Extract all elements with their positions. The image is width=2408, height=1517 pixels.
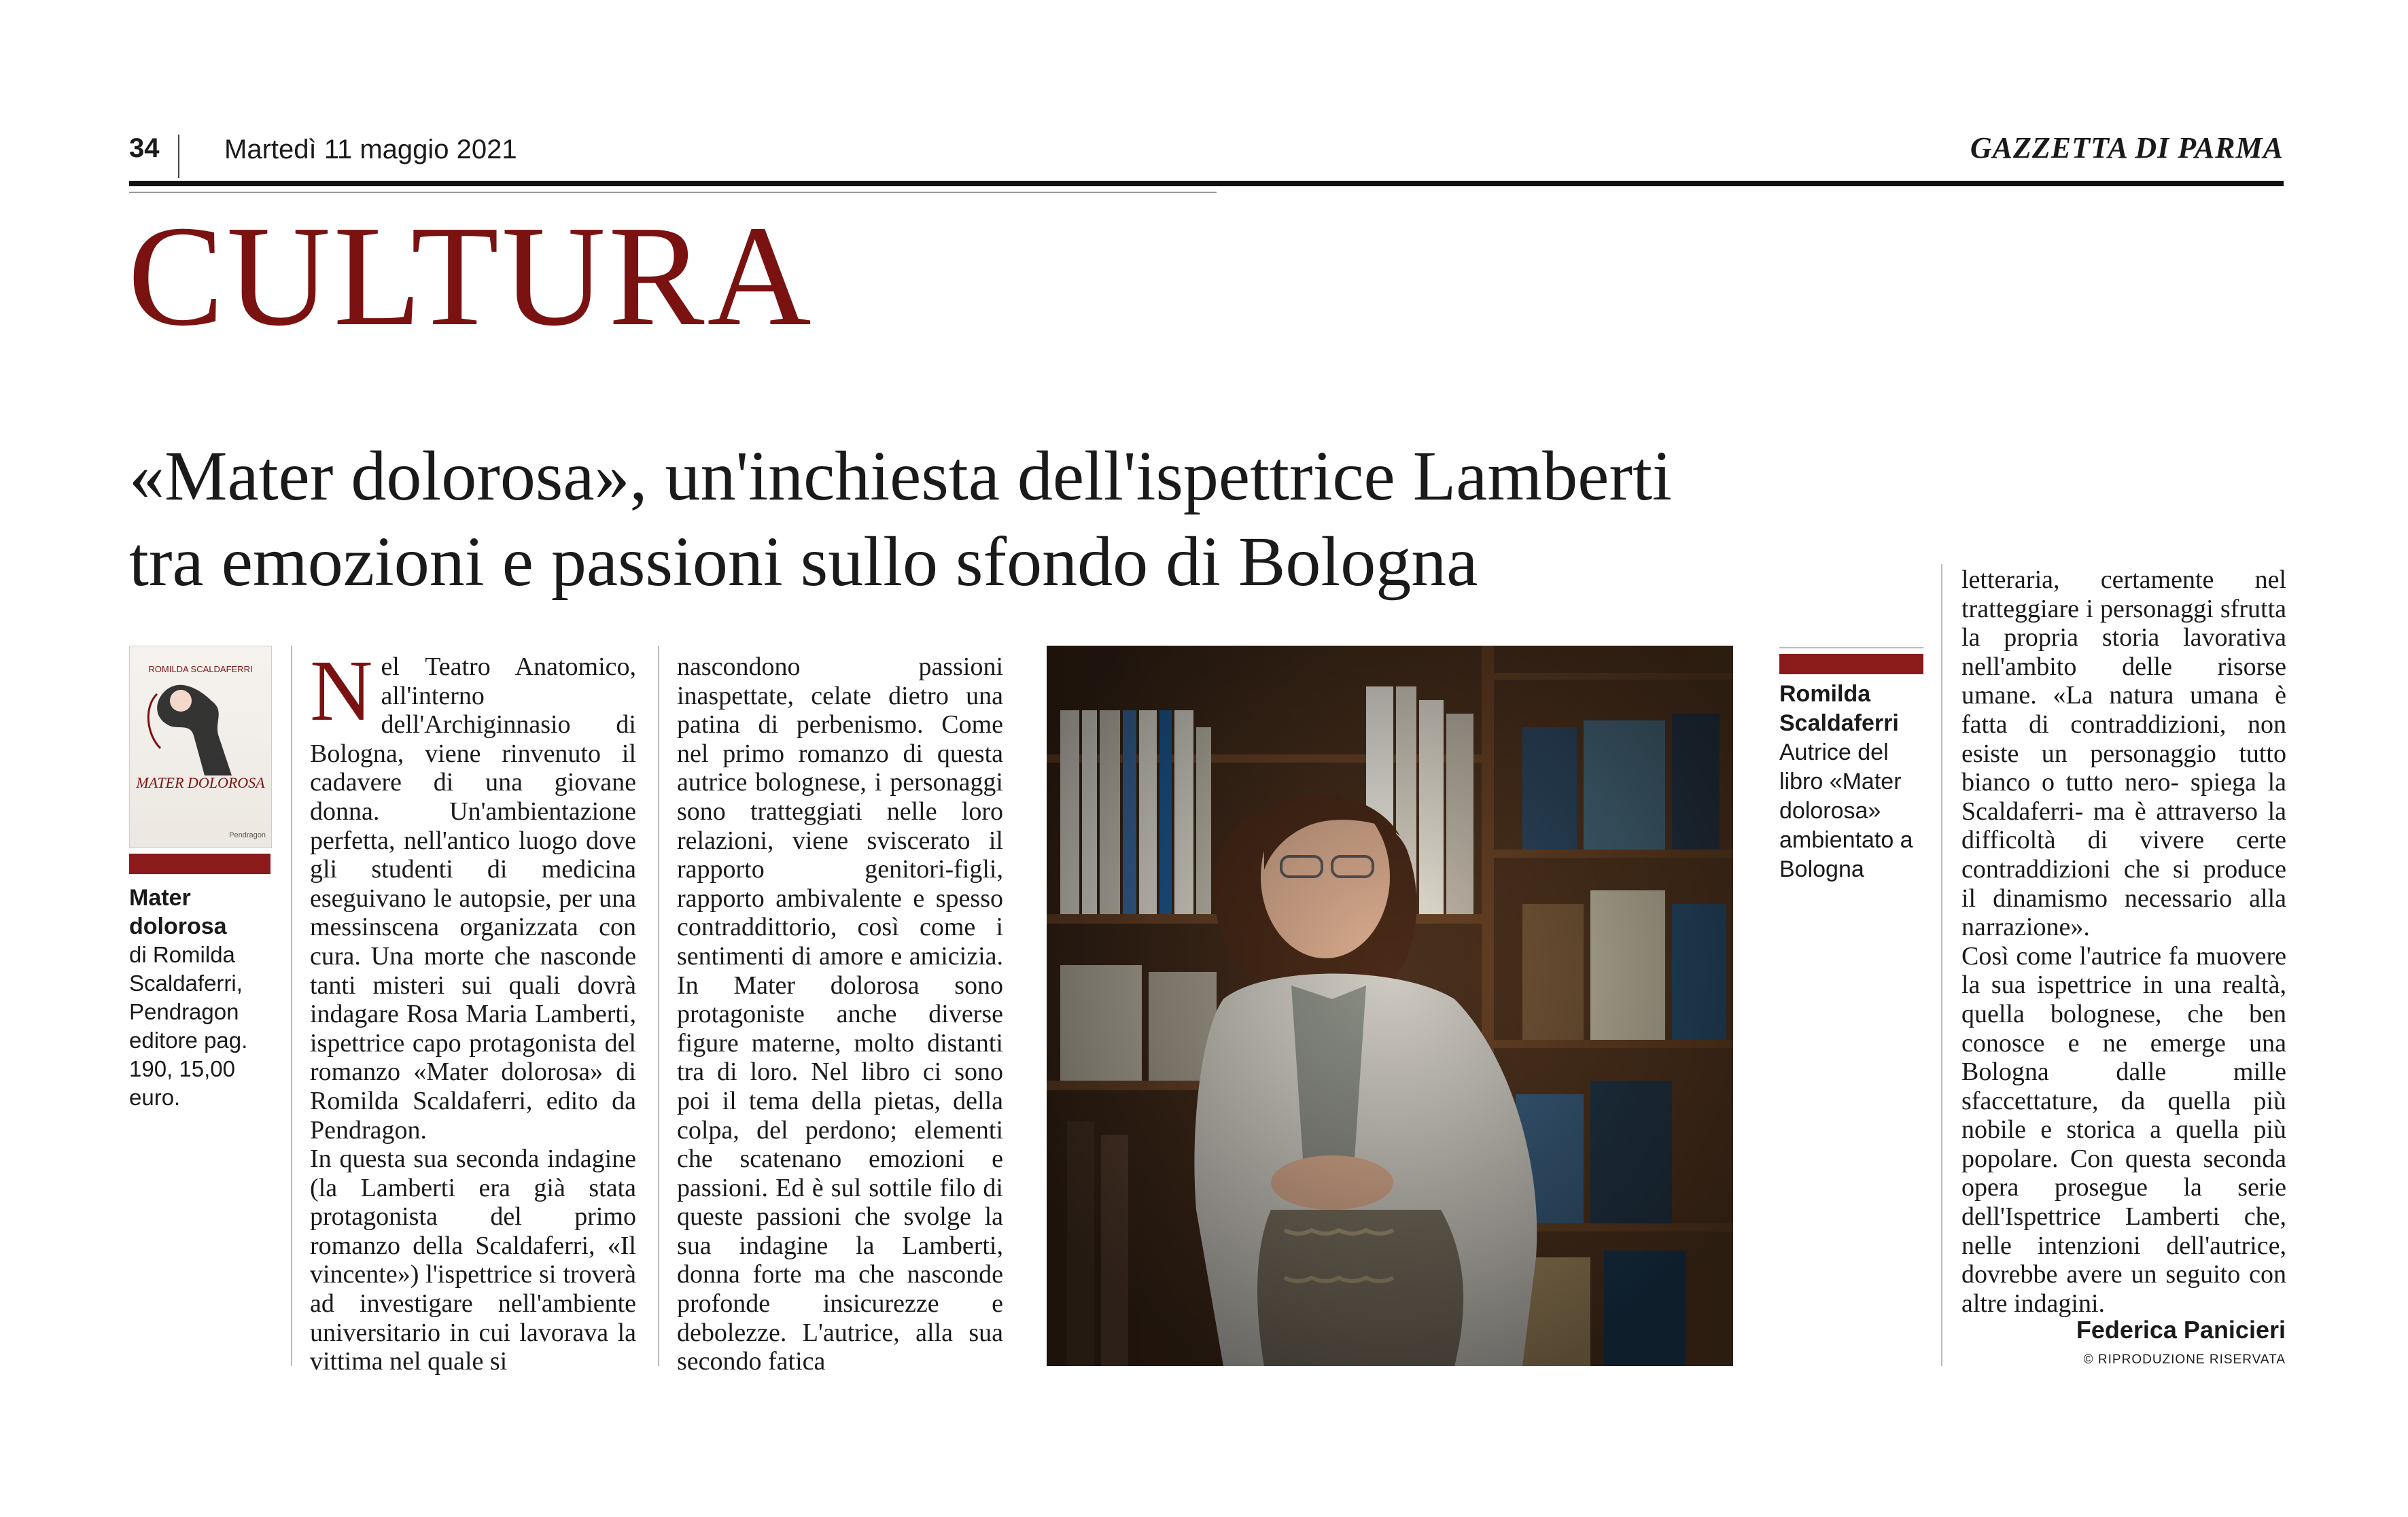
cover-publisher: Pendragon: [229, 831, 266, 839]
copyright-notice: © RIPRODUZIONE RISERVATA: [2083, 1353, 2286, 1367]
article-column-1: [310, 642, 636, 1376]
cover-author: ROMILDA SCALDAFERRI: [148, 664, 253, 674]
book-caption-details: di Romilda Scaldaferri, Pendragon editore pag. 190, 15,00 euro.: [129, 942, 248, 1110]
article-paragraph: [310, 642, 636, 1145]
photo-caption-name: Romilda Scaldaferri: [1779, 681, 1899, 736]
masthead: GAZZETTA DI PARMA: [1970, 131, 2284, 164]
article-paragraph: letteraria, certamente nel tratteggiare i personaggi sfrutta la propria storia lavorativa nell'ambito delle risorse umane. «La natura umana è fatta di contraddizioni, non esiste un personaggio tutto bianco o tutto nero- spiega la Scaldaferri- ma è attraverso la difficoltà di vivere certe contraddizioni che si produce il dinamismo necessario alla narrazione».: [1961, 565, 2286, 942]
book-caption: [129, 884, 279, 1112]
article-paragraph: nascondono passioni inaspettate, celate dietro una patina di perbenismo. Come nel primo romanzo di questa autrice bolognese, i personaggi sono tratteggiati nelle loro relazioni, viene sviscerato il rapporto genitori-figli, rapporto ambivalente e spesso contraddittorio, così come i sentimenti di amore e amicizia. In Mater dolorosa sono protagoniste anche diverse figure materne, molto distanti tra di loro. Nel libro ci sono poi il tema della pietas, della colpa, del perdono; elementi che scatenano emozioni e passioni. Ed è sul sottile filo di queste passioni che svolge la sua indagine la Lamberti, donna forte ma che nasconde profonde insicurezze e debolezze. L'autrice, alla sua secondo fatica: [677, 652, 1003, 1376]
headline: [129, 434, 2032, 605]
author-photo-image: [1047, 646, 1733, 1366]
article-paragraph: In questa sua seconda indagine (la Lamberti era già stata protagonista del primo romanzo della Scaldaferri, «Il vincente») l'ispettrice si troverà ad investigare nell'ambiente universitario in cui lavorava la vittima nel quale si: [310, 1145, 636, 1376]
photo-caption-text: Autrice del libro «Mater dolorosa» ambientato a Bologna: [1779, 739, 1913, 882]
article-column-2: [677, 652, 1003, 1376]
article-column-3: [1961, 565, 2286, 1318]
column-rule-1: [291, 646, 292, 1366]
headline-line-2: tra emozioni e passioni sullo sfondo di Bologna: [129, 523, 1478, 601]
book-cover-image: [129, 646, 272, 848]
column-rule-2: [658, 646, 659, 1366]
header-separator: [178, 135, 179, 178]
section-rule: [129, 192, 1217, 193]
author-signature: Federica Panicieri: [2076, 1316, 2286, 1344]
header-rule: [129, 181, 2284, 186]
article-text: el Teatro Anatomico, all'interno dell'Archiginnasio di Bologna, viene rinvenuto il cadavere di una giovane donna. Un'ambientazione perfetta, nell'antico luogo dove gli studenti di medicina eseguivano le autopsie, per una messinscena organizzata con cura. Una morte che nasconde tanti misteri sui quali dovrà indagare Rosa Maria Lamberti, ispettrice capo protagonista del romanzo «Mater dolorosa» di Romilda Scaldaferri, edito da Pendragon.: [310, 652, 636, 1145]
photo-caption: [1779, 680, 1936, 884]
drop-cap: N: [310, 642, 373, 739]
cover-illustration-icon: [130, 674, 271, 775]
publication-date: Martedì 11 maggio 2021: [224, 135, 517, 164]
page-number: 34: [129, 133, 160, 163]
caption-accent-bar: [129, 854, 271, 874]
author-photo: [1047, 646, 1733, 1366]
photo-caption-rule: [1779, 647, 1923, 648]
cover-title: MATER DOLOROSA: [136, 774, 265, 791]
column-rule-3: [1941, 564, 1942, 1366]
article-paragraph: Così come l'autrice fa muovere la sua ispettrice in una realtà, quella bolognese, che ben conosce e ne emerge una Bologna dalle mille sfaccettature, da quella più nobile e storica a quella più popolare. Con questa seconda opera prosegue la serie dell'Ispettrice Lamberti che, nelle intenzioni dell'autrice, dovrebbe avere un seguito con altre indagini.: [1961, 941, 2286, 1318]
section-title: CULTURA: [128, 196, 814, 355]
headline-line-1: «Mater dolorosa», un'inchiesta dell'ispettrice Lamberti: [129, 437, 1672, 515]
book-caption-title: Mater dolorosa: [129, 885, 227, 939]
photo-caption-accent-bar: [1779, 654, 1923, 674]
